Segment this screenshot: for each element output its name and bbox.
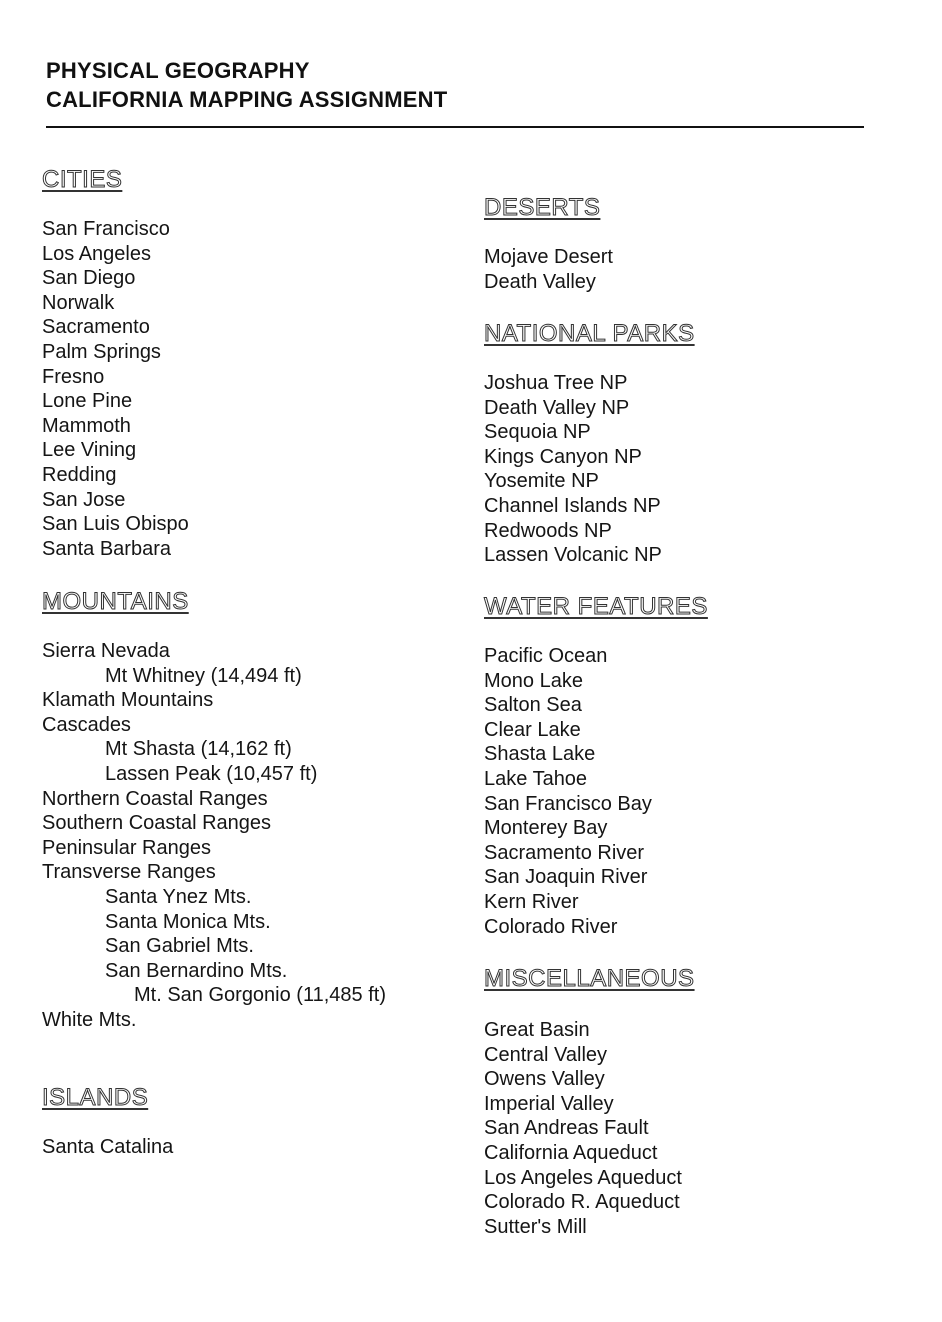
list-item: Kings Canyon NP — [484, 445, 642, 468]
list-item: Death Valley — [484, 270, 596, 293]
list-item: Sacramento River — [484, 841, 645, 864]
list-item: Central Valley — [484, 1043, 608, 1066]
list-item: Northern Coastal Ranges — [42, 787, 268, 810]
header-divider — [46, 126, 864, 128]
islands-heading: ISLANDS — [42, 1084, 149, 1111]
list-item: Lassen Peak (10,457 ft) — [105, 762, 318, 785]
section-mountains — [42, 587, 386, 1033]
list-item: San Andreas Fault — [484, 1117, 649, 1140]
list-item: Southern Coastal Ranges — [42, 812, 272, 835]
deserts-list — [484, 245, 613, 294]
water-features-heading: WATER FEATURES — [484, 593, 708, 620]
list-item: San Francisco Bay — [484, 792, 652, 815]
list-item: San Joaquin River — [484, 866, 648, 889]
section-cities — [42, 165, 189, 561]
list-item: Mt. San Gorgonio (11,485 ft) — [134, 984, 386, 1007]
section-water-features — [484, 592, 708, 939]
water-features-list — [484, 644, 708, 939]
list-item: San Bernardino Mts. — [105, 959, 288, 982]
list-item: Mt Shasta (14,162 ft) — [105, 738, 292, 761]
list-item: Lone Pine — [42, 390, 133, 413]
list-item: San Diego — [42, 267, 136, 290]
section-islands — [42, 1083, 173, 1160]
list-item: Sierra Nevada — [42, 640, 170, 662]
list-item: Lake Tahoe — [484, 767, 588, 790]
list-item: Norwalk — [42, 291, 115, 314]
list-item: Owens Valley — [484, 1068, 605, 1091]
list-item: San Francisco — [42, 218, 170, 240]
list-item: Salton Sea — [484, 694, 582, 717]
list-item: Fresno — [42, 365, 105, 388]
list-item: Santa Catalina — [42, 1136, 174, 1158]
list-item: Santa Barbara — [42, 537, 171, 560]
list-item: Redwoods NP — [484, 519, 612, 542]
mountains-heading: MOUNTAINS — [42, 588, 189, 615]
list-item: Sequoia NP — [484, 421, 591, 444]
list-item: Cascades — [42, 713, 131, 736]
list-item: Lassen Volcanic NP — [484, 544, 662, 567]
list-item: Los Angeles — [42, 242, 151, 265]
list-item: Kern River — [484, 890, 579, 913]
national-parks-list — [484, 371, 695, 568]
list-item: Yosemite NP — [484, 470, 599, 493]
list-item: Sacramento — [42, 316, 150, 339]
list-item: Santa Ynez Mts. — [105, 885, 252, 908]
list-item: Redding — [42, 463, 117, 486]
deserts-heading: DESERTS — [484, 194, 601, 221]
list-item: Sutter's Mill — [484, 1215, 587, 1238]
list-item: Mono Lake — [484, 669, 583, 692]
cities-heading: CITIES — [42, 166, 123, 193]
list-item: White Mts. — [42, 1008, 137, 1031]
list-item: Mt Whitney (14,494 ft) — [105, 664, 302, 687]
list-item: Mojave Desert — [484, 246, 613, 268]
islands-list — [42, 1135, 173, 1160]
list-item: California Aqueduct — [484, 1141, 658, 1164]
list-item: Death Valley NP — [484, 396, 630, 419]
cities-list — [42, 217, 189, 561]
list-item: Santa Monica Mts. — [105, 910, 271, 933]
title-line-1: PHYSICAL GEOGRAPHY — [46, 58, 310, 83]
list-item: Mammoth — [42, 414, 131, 437]
miscellaneous-list — [484, 1018, 695, 1239]
list-item: San Jose — [42, 488, 126, 511]
list-item: San Gabriel Mts. — [105, 935, 254, 958]
list-item: Colorado R. Aqueduct — [484, 1191, 680, 1214]
list-item: Pacific Ocean — [484, 645, 608, 667]
mountains-list — [42, 639, 386, 1033]
list-item: Monterey Bay — [484, 817, 608, 840]
list-item: Great Basin — [484, 1019, 590, 1041]
document-header — [46, 56, 447, 114]
list-item: Colorado River — [484, 915, 618, 938]
section-national-parks — [484, 319, 695, 568]
miscellaneous-heading: MISCELLANEOUS — [484, 965, 695, 992]
list-item: Peninsular Ranges — [42, 836, 211, 859]
list-item: Transverse Ranges — [42, 861, 216, 884]
list-item: Joshua Tree NP — [484, 372, 628, 394]
list-item: Lee Vining — [42, 439, 137, 462]
section-miscellaneous — [484, 964, 695, 1239]
list-item: Los Angeles Aqueduct — [484, 1166, 682, 1189]
section-deserts — [484, 193, 613, 294]
national-parks-heading: NATIONAL PARKS — [484, 320, 695, 347]
list-item: Channel Islands NP — [484, 494, 661, 517]
list-item: San Luis Obispo — [42, 513, 189, 536]
title-line-2: CALIFORNIA MAPPING ASSIGNMENT — [46, 87, 448, 112]
list-item: Shasta Lake — [484, 743, 596, 766]
list-item: Palm Springs — [42, 340, 161, 363]
list-item: Klamath Mountains — [42, 689, 214, 712]
list-item: Clear Lake — [484, 718, 581, 741]
list-item: Imperial Valley — [484, 1092, 614, 1115]
